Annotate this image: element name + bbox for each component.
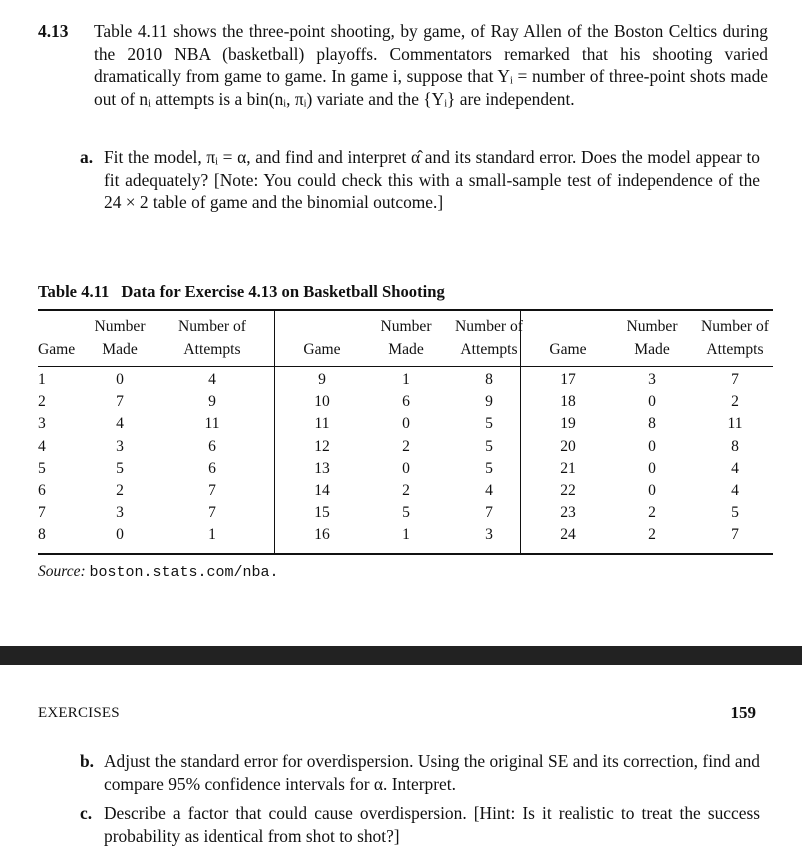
cell-game: 11 bbox=[314, 415, 330, 433]
cell-attempts: 7 bbox=[208, 482, 216, 499]
part-c-label: c. bbox=[80, 803, 93, 823]
cell-attempts: 4 bbox=[208, 371, 216, 388]
table-label: Table 4.11 bbox=[38, 282, 110, 301]
cell-game: 18 bbox=[560, 393, 576, 411]
cell-made: 2 bbox=[402, 482, 410, 499]
cell-game: 13 bbox=[314, 459, 330, 477]
cell-attempts: 7 bbox=[208, 504, 216, 522]
table-source bbox=[38, 563, 279, 581]
cell-attempts: 7 bbox=[731, 526, 739, 544]
cell-game: 7 bbox=[38, 504, 46, 522]
exercise-number: 4.13 bbox=[38, 21, 69, 41]
cell-game: 19 bbox=[560, 415, 576, 433]
header-number-made-1: Number bbox=[94, 318, 146, 335]
cell-made: 3 bbox=[116, 504, 124, 522]
header-game: Game bbox=[38, 341, 76, 358]
part-b bbox=[80, 750, 760, 795]
cell-attempts: 7 bbox=[485, 504, 493, 522]
cell-attempts: 9 bbox=[485, 393, 493, 411]
cell-made: 0 bbox=[648, 393, 656, 411]
header-number-made-1: Number bbox=[380, 318, 432, 335]
header-number-attempts-2: Attempts bbox=[183, 341, 241, 358]
table-title: Data for Exercise 4.13 on Basketball Shooting bbox=[121, 282, 445, 301]
cell-attempts: 8 bbox=[485, 371, 493, 388]
cell-made: 7 bbox=[116, 393, 124, 411]
header-number-attempts-2: Attempts bbox=[460, 341, 518, 358]
cell-game: 8 bbox=[38, 526, 46, 544]
cell-made: 5 bbox=[116, 459, 124, 477]
cell-made: 2 bbox=[648, 504, 656, 522]
part-b-text: Adjust the standard error for overdispersion. Using the original SE and its correction, find and compare 95% confidence intervals for α. Interpret. bbox=[104, 751, 760, 794]
cell-made: 3 bbox=[116, 437, 124, 455]
header-number-made-1: Number bbox=[626, 318, 678, 335]
cell-game: 15 bbox=[314, 504, 330, 522]
cell-attempts: 7 bbox=[731, 371, 739, 388]
cell-made: 0 bbox=[116, 526, 124, 544]
table-top-rule bbox=[38, 309, 773, 311]
cell-game: 6 bbox=[38, 482, 46, 499]
cell-attempts: 11 bbox=[204, 415, 220, 433]
running-head: EXERCISES bbox=[38, 705, 120, 721]
source-url: boston.stats.com/nba. bbox=[89, 564, 279, 581]
group-divider-1 bbox=[274, 309, 275, 555]
part-a-label: a. bbox=[80, 147, 94, 167]
cell-made: 5 bbox=[402, 504, 410, 522]
header-number-attempts-1: Number of bbox=[455, 318, 523, 335]
cell-game: 16 bbox=[314, 526, 330, 544]
cell-attempts: 1 bbox=[208, 526, 216, 544]
cell-game: 22 bbox=[560, 482, 576, 499]
cell-made: 2 bbox=[116, 482, 124, 499]
cell-made: 0 bbox=[648, 459, 656, 477]
data-table bbox=[38, 309, 773, 555]
cell-made: 0 bbox=[402, 415, 410, 433]
cell-made: 4 bbox=[116, 415, 124, 433]
part-c bbox=[80, 802, 760, 847]
cell-game: 2 bbox=[38, 393, 46, 411]
header-game: Game bbox=[303, 341, 341, 358]
cell-game: 12 bbox=[314, 437, 330, 455]
source-label: Source: bbox=[38, 563, 86, 580]
cell-attempts: 6 bbox=[208, 437, 216, 455]
cell-attempts: 2 bbox=[731, 393, 739, 411]
cell-game: 4 bbox=[38, 437, 46, 455]
header-number-attempts-1: Number of bbox=[701, 318, 769, 335]
header-number-made-2: Made bbox=[102, 341, 138, 358]
cell-game: 14 bbox=[314, 482, 330, 499]
header-number-made-2: Made bbox=[634, 341, 670, 358]
cell-attempts: 8 bbox=[731, 437, 739, 455]
cell-made: 2 bbox=[648, 526, 656, 544]
table-header-rule bbox=[38, 366, 773, 367]
cell-made: 2 bbox=[402, 437, 410, 455]
cell-attempts: 4 bbox=[485, 482, 493, 499]
exercise-text: Table 4.11 shows the three-point shooting, by game, of Ray Allen of the Boston Celtics during the 2010 NBA (basketball) playoffs. Commentators remarked that his shooting varied dramatically from game to game. In game i, suppose that Yᵢ = number of three-point shots made out of nᵢ attempts is a bin(nᵢ, πᵢ) variate and the {Yᵢ} are independent. bbox=[94, 21, 768, 109]
header-number-attempts-1: Number of bbox=[178, 318, 246, 335]
part-b-label: b. bbox=[80, 751, 95, 771]
header-game: Game bbox=[549, 341, 587, 358]
cell-game: 17 bbox=[560, 371, 576, 388]
cell-game: 3 bbox=[38, 415, 46, 433]
cell-game: 24 bbox=[560, 526, 576, 544]
part-a-text: Fit the model, πᵢ = α, and find and interpret α̂ and its standard error. Does the model appear to fit adequately? [Note: You could check this with a small-sample test of independence of the 24 × 2 table of game and the binomial outcome.] bbox=[104, 147, 760, 212]
page-number: 159 bbox=[730, 703, 756, 722]
part-c-text: Describe a factor that could cause overdispersion. [Hint: Is it realistic to treat the success probability as identical from shot to shot?] bbox=[104, 803, 760, 846]
header-number-attempts-2: Attempts bbox=[706, 341, 764, 358]
cell-attempts: 5 bbox=[485, 459, 493, 477]
cell-made: 8 bbox=[648, 415, 656, 433]
cell-made: 3 bbox=[648, 371, 656, 388]
table-bottom-rule bbox=[38, 553, 773, 555]
cell-made: 0 bbox=[648, 482, 656, 499]
cell-attempts: 4 bbox=[731, 482, 739, 499]
cell-made: 1 bbox=[402, 526, 410, 544]
cell-made: 6 bbox=[402, 393, 410, 411]
cell-made: 0 bbox=[116, 371, 124, 388]
cell-game: 23 bbox=[560, 504, 576, 522]
cell-game: 20 bbox=[560, 437, 576, 455]
cell-made: 0 bbox=[648, 437, 656, 455]
cell-attempts: 11 bbox=[727, 415, 743, 433]
cell-attempts: 5 bbox=[731, 504, 739, 522]
cell-attempts: 9 bbox=[208, 393, 216, 411]
cell-game: 9 bbox=[318, 371, 326, 388]
header-number-made-2: Made bbox=[388, 341, 424, 358]
page-break-band bbox=[0, 646, 802, 665]
cell-game: 1 bbox=[38, 371, 46, 388]
cell-game: 10 bbox=[314, 393, 330, 411]
part-a bbox=[80, 146, 760, 214]
cell-game: 5 bbox=[38, 459, 46, 477]
cell-attempts: 4 bbox=[731, 459, 739, 477]
cell-attempts: 3 bbox=[485, 526, 493, 544]
cell-attempts: 6 bbox=[208, 459, 216, 477]
cell-made: 1 bbox=[402, 371, 410, 388]
table-caption bbox=[38, 282, 445, 302]
cell-attempts: 5 bbox=[485, 437, 493, 455]
exercise-4-13 bbox=[38, 20, 768, 110]
cell-attempts: 5 bbox=[485, 415, 493, 433]
cell-made: 0 bbox=[402, 459, 410, 477]
cell-game: 21 bbox=[560, 459, 576, 477]
